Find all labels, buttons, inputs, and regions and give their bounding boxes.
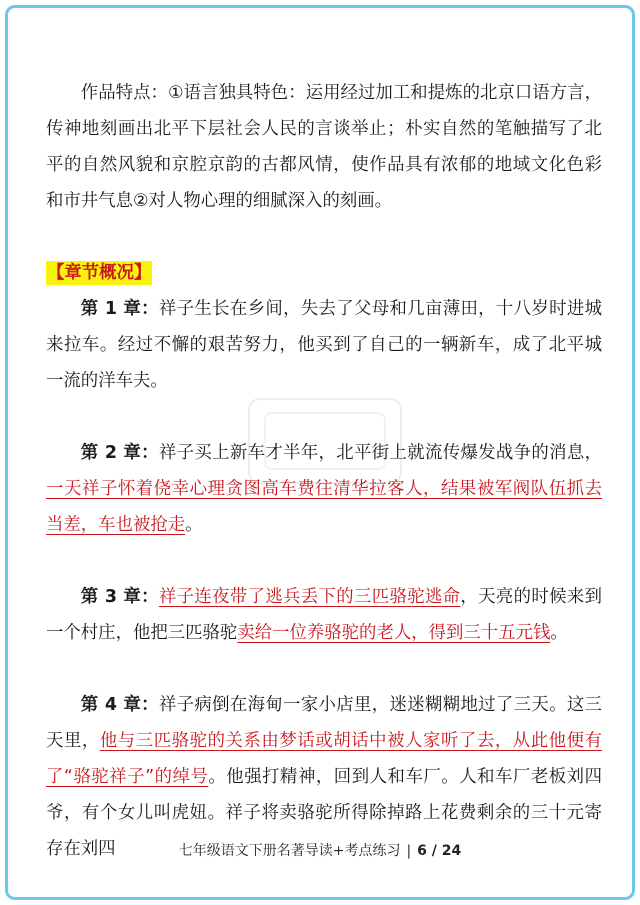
chapter-text: ，天亮的时候来到一个村庄，他把三匹骆驼: [46, 587, 602, 643]
chapter-label: 第 1 章：: [80, 299, 159, 319]
spacer: [46, 219, 602, 255]
spacer: [46, 399, 602, 435]
chapter-paragraph-2: [46, 435, 602, 543]
chapter-paragraph-3: [46, 579, 602, 651]
spacer: [46, 651, 602, 687]
page-footer: [0, 840, 640, 860]
spacer: [46, 543, 602, 579]
footer-separator: |: [406, 843, 412, 859]
chapter-label: 第 3 章：: [80, 587, 159, 607]
intro-paragraph: 作品特点：①语言独具特色：运用经过加工和提炼的北京口语方言，传神地刻画出北平下层社会人民的言谈举止；朴实自然的笔触描写了北平的自然风貌和京腔京韵的古都风情，使作品具有浓郁的地域文化色彩和市井气息②对人物心理的细腻深入的刻画。: [46, 83, 602, 211]
key-point-text: 卖给一位养骆驼的老人，得到三十五元钱: [237, 623, 551, 643]
chapter-text: 祥子生长在乡间，失去了父母和几亩薄田，十八岁时进城来拉车。经过不懈的艰苦努力，他买到了自己的一辆新车，成了北平城一流的洋车夫。: [46, 299, 602, 391]
chapter-paragraph-1: [46, 291, 602, 399]
chapter-text: 。他强打精神，回到人和车厂。人和车厂老板刘四爷，有个女儿叫虎妞。祥子将卖骆驼所得除掉路上花费剩余的三十元寄存在刘四: [46, 767, 602, 859]
chapter-text: 祥子买上新车才半年，北平街上就流传爆发战争的消息，: [158, 443, 602, 463]
section-heading: [46, 255, 602, 291]
footer-title: 七年级语文下册名著导读+考点练习: [178, 843, 401, 859]
chapter-text: 。: [185, 515, 203, 535]
chapter-label: 第 2 章：: [80, 443, 159, 463]
chapter-text: 。: [550, 623, 568, 643]
key-point-text: 祥子连夜带了逃兵丢下的三匹骆驼逃命: [158, 587, 461, 607]
content-area: [46, 75, 602, 867]
chapter-label: 第 4 章：: [80, 695, 159, 715]
page-number: 6 / 24: [417, 843, 462, 859]
chapter-text: 祥子病倒在海甸一家小店里，迷迷糊糊地过了三天。这三天里，: [46, 695, 602, 751]
key-point-text: 一天祥子怀着侥幸心理贪图高车费往清华拉客人，结果被军阀队伍抓去当差，车也被抢走: [46, 479, 602, 535]
section-heading-label: 【章节概况】: [47, 263, 152, 283]
key-point-text: 他与三匹骆驼的关系由梦话或胡话中被人家听了去，从此他便有了“骆驼祥子”的绰号: [46, 731, 602, 787]
